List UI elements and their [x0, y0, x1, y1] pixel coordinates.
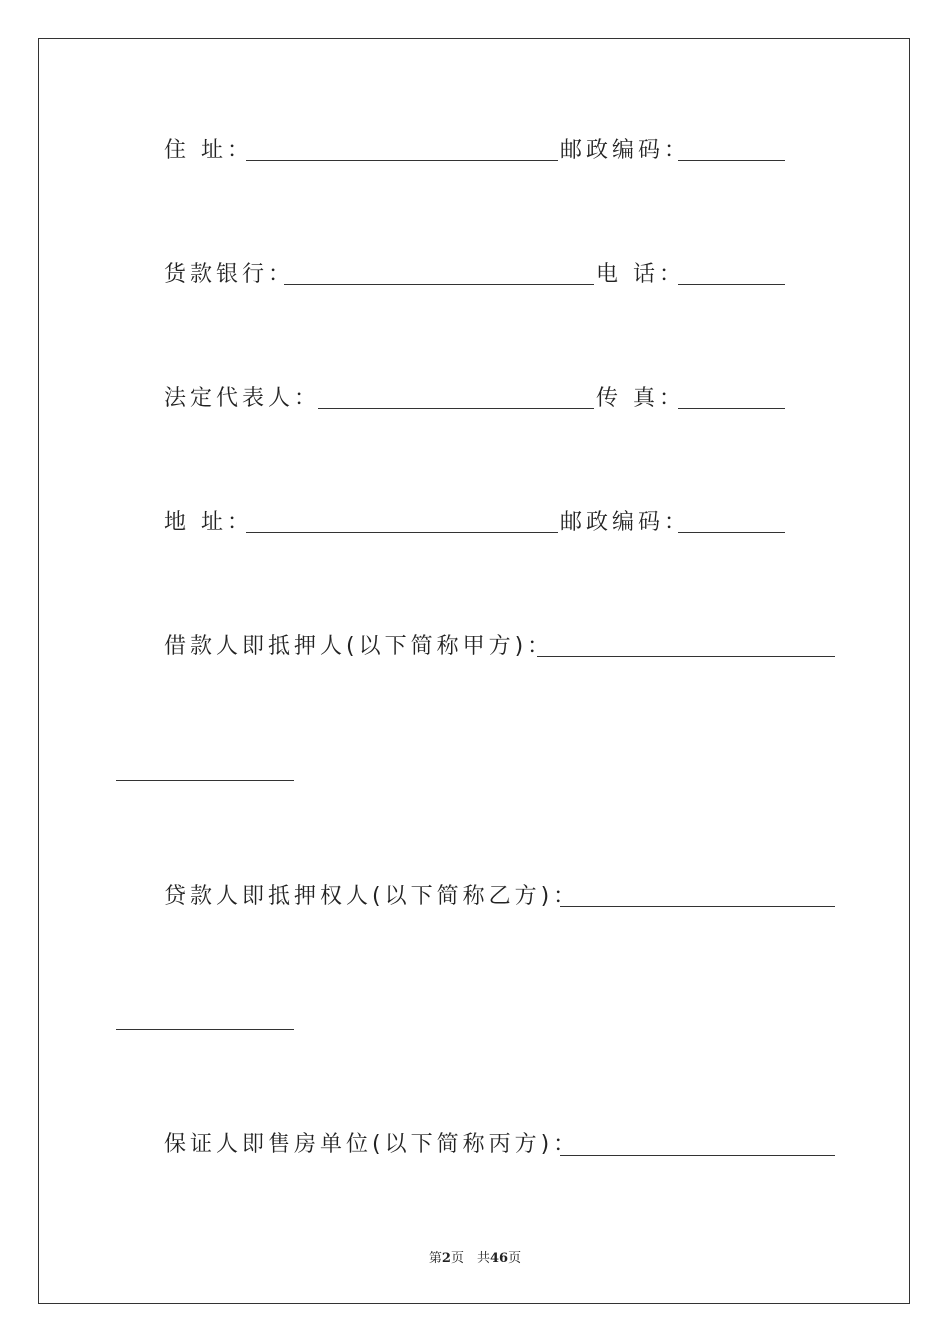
address2-label: 地 址： — [164, 510, 253, 535]
legal-rep-label: 法定代表人： — [164, 386, 321, 411]
postcode-field[interactable] — [678, 160, 785, 161]
fax-label: 传 真： — [596, 386, 685, 411]
borrower-field-continuation[interactable] — [116, 780, 294, 781]
page-suffix: 页 — [508, 1251, 522, 1266]
lender-field[interactable] — [560, 906, 835, 907]
address2-field[interactable] — [246, 532, 558, 533]
page-total: 46 — [489, 1251, 509, 1266]
page-footer — [0, 1247, 950, 1266]
address-field[interactable] — [246, 160, 558, 161]
loan-bank-label: 货款银行： — [164, 262, 295, 287]
legal-rep-field[interactable] — [318, 408, 594, 409]
address-label: 住 址： — [164, 138, 253, 163]
borrower-label: 借款人即抵押人(以下简称甲方)： — [164, 634, 554, 659]
page-mid: 页 共 — [450, 1251, 490, 1266]
postcode2-label: 邮政编码： — [560, 510, 691, 535]
page-prefix: 第 — [428, 1251, 442, 1266]
page-number: 2 — [441, 1251, 451, 1266]
borrower-field[interactable] — [537, 656, 835, 657]
lender-label: 贷款人即抵押权人(以下简称乙方)： — [164, 884, 580, 909]
phone-label: 电 话： — [596, 262, 685, 287]
postcode2-field[interactable] — [678, 532, 785, 533]
lender-field-continuation[interactable] — [116, 1029, 294, 1030]
guarantor-field[interactable] — [560, 1155, 835, 1156]
page-border — [38, 38, 910, 1304]
loan-bank-field[interactable] — [284, 284, 594, 285]
fax-field[interactable] — [678, 408, 785, 409]
postcode-label: 邮政编码： — [560, 138, 691, 163]
guarantor-label: 保证人即售房单位(以下简称丙方)： — [164, 1132, 580, 1157]
phone-field[interactable] — [678, 284, 785, 285]
